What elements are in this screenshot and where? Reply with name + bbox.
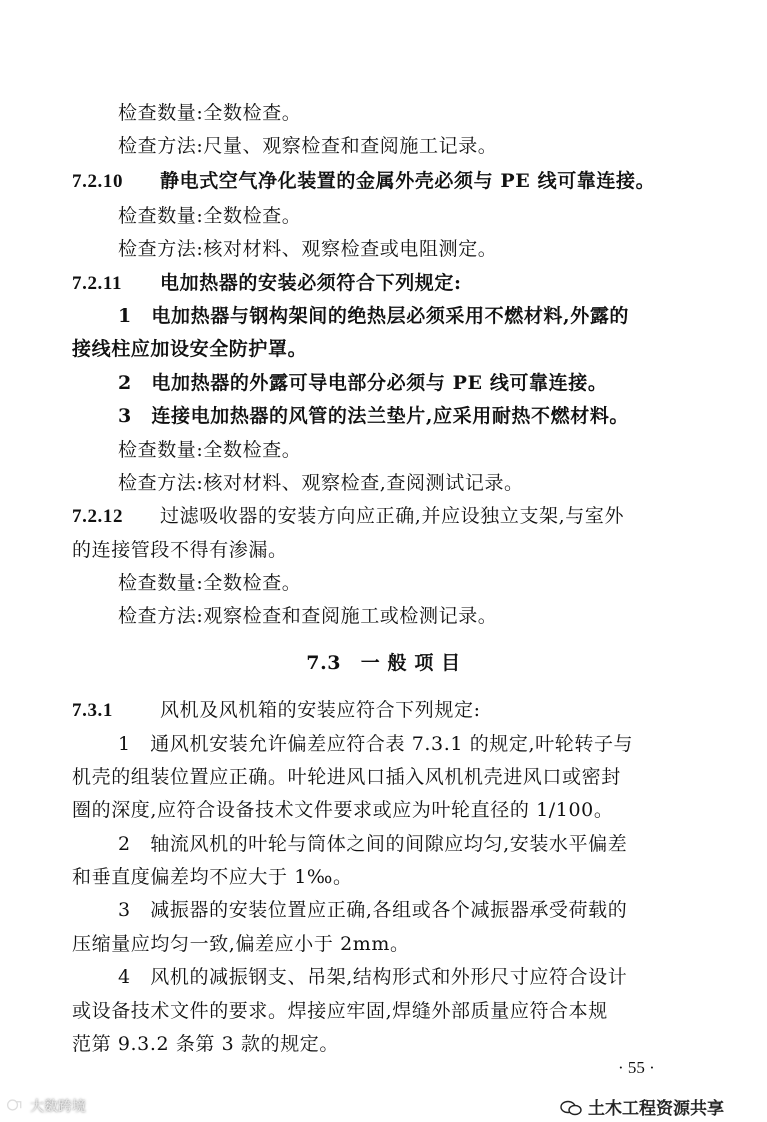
clause-text: 风机及风机箱的安装应符合下列规定: [160,699,481,721]
brand-logo-icon [6,1097,24,1113]
text-line: 检查方法:尺量、观察检查和查阅施工记录。 [118,135,498,157]
text-line: 圈的深度,应符合设备技术文件要求或应为叶轮直径的 1/100。 [72,799,614,821]
text-line: 机壳的组装位置应正确。叶轮进风口插入风机机壳进风口或密封 [72,766,621,788]
text-line: 检查数量:全数检查。 [118,439,302,461]
text-line: 4 风机的减振钢支、吊架,结构形式和外形尺寸应符合设计 [118,966,628,988]
text-line: 3 减振器的安装位置应正确,各组或各个减振器承受荷载的 [118,899,628,921]
clause-7-3-1 [72,697,481,724]
text-line: 或设备技术文件的要求。焊接应牢固,焊缝外部质量应符合本规 [72,1000,608,1022]
text-line: 1 通风机安装允许偏差应符合表 7.3.1 的规定,叶轮转子与 [118,733,634,755]
text-line: 2 电加热器的外露可导电部分必须与 PE 线可靠连接。 [118,372,608,394]
text-line: 2 轴流风机的叶轮与筒体之间的间隙应均匀,安装水平偏差 [118,833,628,855]
watermark-text: 大数跨境 [30,1099,86,1115]
clause-number: 7.3.1 [72,700,113,721]
clause-text: 过滤吸收器的安装方向应正确,并应设独立支架,与室外 [160,505,625,527]
watermark-left [6,1096,86,1116]
text-line: 检查数量:全数检查。 [118,102,302,124]
clause-7-2-10 [72,168,655,195]
text-line: 检查方法:观察检查和查阅施工或检测记录。 [118,605,498,627]
text-line: 和垂直度偏差均不应大于 1‰。 [72,866,353,888]
text-line: 接线柱应加设安全防护罩。 [72,338,308,360]
clause-text: 静电式空气净化装置的金属外壳必须与 PE 线可靠连接。 [160,170,656,192]
text-line: 的连接管段不得有渗漏。 [72,539,288,561]
clause-7-2-11 [72,270,462,297]
text-line: 检查方法:核对材料、观察检查或电阻测定。 [118,238,498,260]
page-number: · 55 · [618,1058,655,1077]
wechat-icon [560,1100,582,1116]
text-line: 检查方法:核对材料、观察检查,查阅测试记录。 [118,472,524,494]
text-line: 压缩量应均匀一致,偏差应小于 2mm。 [72,933,410,955]
section-heading: 7.3 一 般 项 目 [306,652,461,674]
text-line: 检查数量:全数检查。 [118,572,302,594]
watermark-right [560,1094,724,1119]
text-line: 范第 9.3.2 条第 3 款的规定。 [72,1033,339,1055]
text-line: 检查数量:全数检查。 [118,205,302,227]
text-line: 3 连接电加热器的风管的法兰垫片,应采用耐热不燃材料。 [118,405,630,427]
text-line: 1 电加热器与钢构架间的绝热层必须采用不燃材料,外露的 [118,305,630,327]
clause-number: 7.2.12 [72,506,124,527]
clause-7-2-12 [72,503,624,530]
clause-text: 电加热器的安装必须符合下列规定: [160,272,462,294]
watermark-text: 土木工程资源共享 [588,1099,724,1119]
clause-number: 7.2.10 [72,171,124,192]
clause-number: 7.2.11 [72,273,123,294]
